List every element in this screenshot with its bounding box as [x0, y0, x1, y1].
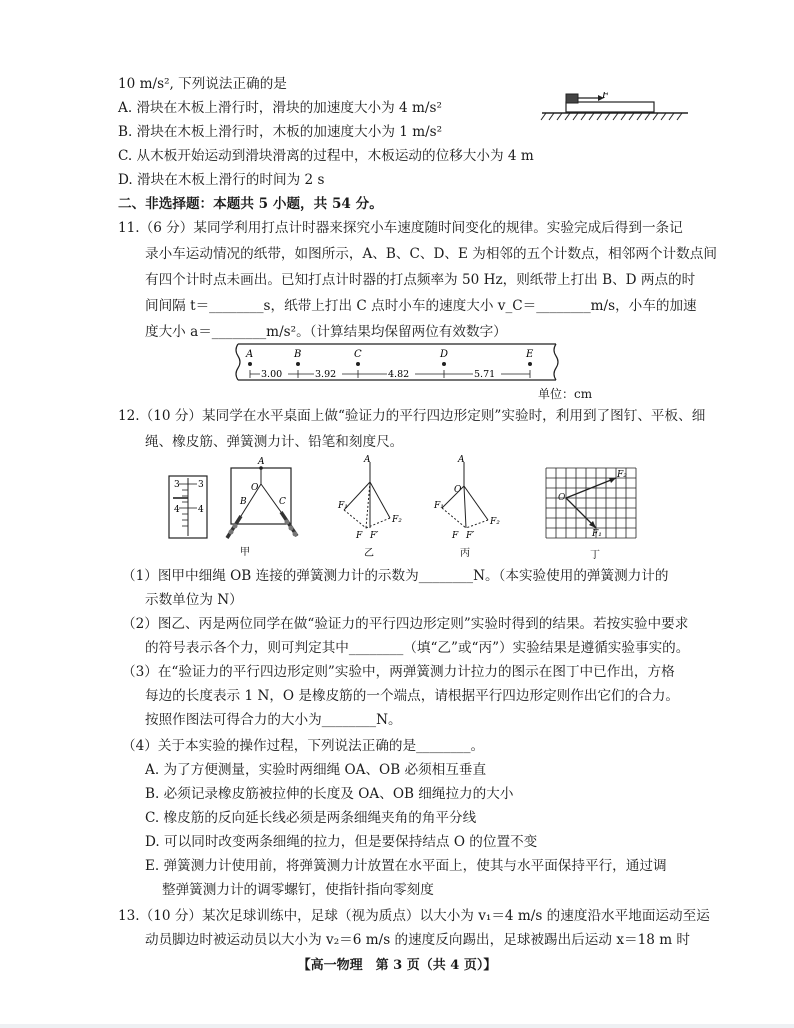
svg-text:O: O — [454, 485, 462, 495]
q12-option-c: C. 橡皮筋的反向延长线必须是两条细绳夹角的角平分线 — [145, 810, 477, 826]
q12-line-2: 绳、橡皮筋、弹簧测力计、铅笔和刻度尺。 — [145, 434, 404, 450]
tape-gap-de: 5.71 — [474, 369, 496, 380]
figure-ding — [540, 462, 650, 562]
svg-text:F′: F′ — [370, 531, 379, 541]
svg-text:F₂: F₂ — [490, 517, 500, 527]
paper-tape-figure — [232, 340, 572, 390]
svg-text:B: B — [240, 497, 247, 507]
q12-line-1: 12.（10 分）某同学在水平桌面上做“验证力的平行四边形定则”实验时，利用到了图钉、平板、细 — [118, 408, 706, 424]
svg-text:A: A — [364, 455, 371, 465]
q10-option-d: D. 滑块在木板上滑行的时间为 2 s — [118, 172, 325, 188]
svg-text:A: A — [458, 455, 465, 465]
q13-line-1: 13.（10 分）某次足球训练中，足球（视为质点）以大小为 v₁＝4 m/s 的速度沿水平地面运动至运 — [118, 908, 710, 924]
svg-text:F′: F′ — [466, 531, 475, 541]
tape-unit-label: 单位：cm — [538, 387, 593, 401]
q12-s4-question: （4）关于本实验的操作过程，下列说法正确的是________。 — [122, 738, 485, 754]
tape-gap-cd: 4.82 — [388, 369, 410, 380]
svg-text:O: O — [251, 483, 259, 493]
q12-s2-line-1: （2）图乙、丙是两位同学在做“验证力的平行四边形定则”实验时得到的结果。若按实验中要求 — [122, 616, 689, 632]
svg-text:F₁: F₁ — [338, 501, 348, 511]
tape-dot-b — [296, 362, 300, 366]
tape-dot-c — [356, 362, 360, 366]
svg-text:A: A — [258, 457, 265, 467]
q10-option-a: A. 滑块在木板上滑行时，滑块的加速度大小为 4 m/s² — [118, 100, 442, 116]
svg-text:F: F — [356, 531, 363, 541]
svg-text:F₂: F₂ — [617, 470, 627, 480]
svg-text:3: 3 — [174, 480, 180, 490]
svg-text:F₁: F₁ — [434, 501, 444, 511]
svg-text:F₂: F₂ — [392, 515, 402, 525]
svg-text:4: 4 — [198, 505, 204, 515]
bottom-band — [0, 1024, 794, 1028]
tape-dot-d — [442, 362, 446, 366]
q12-s1-line-1: （1）图甲中细绳 OB 连接的弹簧测力计的示数为________N。（本实验使用的弹簧测力计的 — [122, 568, 669, 584]
tape-label-b: B — [294, 349, 302, 360]
tape-label-d: D — [440, 349, 449, 360]
tape-label-c: C — [354, 349, 362, 360]
tape-label-a: A — [246, 349, 254, 360]
svg-text:O: O — [558, 493, 566, 503]
q12-s1-line-2: 示数单位为 N） — [145, 592, 243, 608]
page-footer: 【高一物理 第 3 页（共 4 页）】 — [297, 958, 497, 973]
q12-s3-line-1: （3）在“验证力的平行四边形定则”实验中，两弹簧测力计拉力的图示在图丁中已作出，方格 — [122, 664, 675, 680]
q12-s2-line-2: 的符号表示各个力，则可判定其中________（填“乙”或“丙”）实验结果是遵循实验事实的。 — [145, 640, 690, 656]
figure-jia — [165, 454, 315, 558]
svg-text:4: 4 — [174, 505, 180, 515]
q10-intro: 10 m/s², 下列说法正确的是 — [118, 76, 287, 92]
q13-line-2: 动员脚边时被运动员以大小为 v₂＝6 m/s 的速度反向踢出，足球被踢出后运动 x＝18 m 时 — [145, 932, 691, 948]
tape-label-e: E — [526, 349, 534, 360]
q12-option-a: A. 为了方便测量，实验时两细绳 OA、OB 必须相互垂直 — [145, 762, 487, 778]
fig-label-jia: 甲 — [240, 547, 250, 558]
q11-line-2: 录小车运动情况的纸带，如图所示，A、B、C、D、E 为相邻的五个计数点，相邻两个计数点间 — [145, 246, 717, 262]
svg-text:3: 3 — [198, 480, 204, 490]
tape-dot-e — [528, 362, 532, 366]
q12-option-d: D. 可以同时改变两条细绳的拉力，但是要保持结点 O 的位置不变 — [145, 834, 538, 850]
q12-option-e-line-2: 整弹簧测力计的调零螺钉，使指针指向零刻度 — [162, 882, 434, 898]
q12-s3-line-2: 每边的长度表示 1 N，O 是橡皮筋的一个端点，请根据平行四边形定则作出它们的合力。 — [145, 688, 680, 704]
fig-label-ding: 丁 — [590, 550, 600, 561]
q11-line-3: 有四个计时点未画出。已知打点计时器的打点频率为 50 Hz，则纸带上打出 B、D 两点的时 — [145, 272, 696, 288]
q12-option-b: B. 必须记录橡皮筋被拉伸的长度及 OA、OB 细绳拉力的大小 — [145, 786, 514, 802]
q11-line-4: 间间隔 t＝________s，纸带上打出 C 点时小车的速度大小 v_C＝________m/s，小车的加速 — [145, 298, 697, 314]
q12-s3-line-3: 按照作图法可得合力的大小为________N。 — [145, 712, 402, 728]
figure-yi — [330, 452, 410, 558]
svg-text:F₁: F₁ — [592, 529, 602, 539]
tape-dot-a — [248, 362, 252, 366]
svg-text:F: F — [452, 531, 459, 541]
q11-line-1: 11.（6 分）某同学利用打点计时器来探究小车速度随时间变化的规律。实验完成后得到一条记 — [118, 220, 683, 236]
figure-bing — [428, 452, 508, 558]
fig-label-bing: 丙 — [460, 548, 470, 558]
force-f-label: F — [602, 92, 609, 101]
fig-label-yi: 乙 — [364, 548, 374, 558]
q10-board-figure — [540, 92, 690, 132]
svg-text:C: C — [279, 497, 286, 507]
tape-gap-bc: 3.92 — [315, 369, 337, 380]
q12-option-e-line-1: E. 弹簧测力计使用前，将弹簧测力计放置在水平面上，使其与水平面保持平行，通过调 — [145, 858, 667, 874]
q10-option-c: C. 从木板开始运动到滑块滑离的过程中，木板运动的位移大小为 4 m — [118, 148, 534, 164]
q11-line-5: 度大小 a＝________m/s²。（计算结果均保留两位有效数字） — [145, 324, 507, 340]
section-heading: 二、非选择题：本题共 5 小题，共 54 分。 — [118, 196, 383, 212]
q10-option-b: B. 滑块在木板上滑行时，木板的加速度大小为 1 m/s² — [118, 124, 443, 140]
tape-gap-ab: 3.00 — [261, 369, 283, 380]
